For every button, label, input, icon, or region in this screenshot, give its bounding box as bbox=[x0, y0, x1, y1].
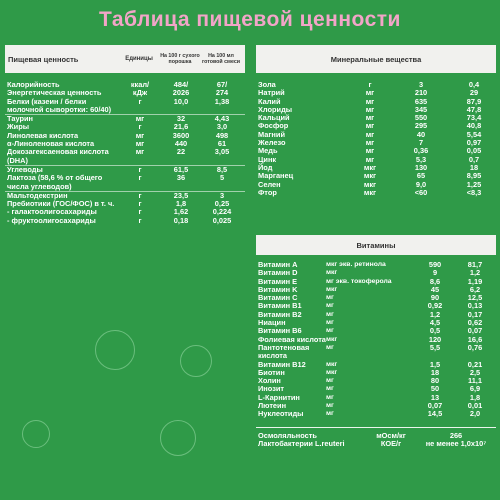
row-value-dry: 13 bbox=[430, 392, 440, 402]
row-name: Марганец bbox=[258, 171, 294, 181]
row-value-prepared: 498 bbox=[215, 130, 229, 140]
row-unit: г bbox=[138, 190, 142, 200]
row-value-dry: 14,5 bbox=[427, 409, 443, 419]
row-unit: мг bbox=[326, 393, 334, 401]
row-value-dry: 10,0 bbox=[173, 96, 189, 106]
row-unit: г bbox=[138, 215, 142, 225]
row-unit: мкг bbox=[363, 162, 377, 172]
row-value-dry: 120 bbox=[428, 334, 442, 344]
row-unit: г bbox=[138, 122, 142, 132]
row-value-prepared: 1,8 bbox=[469, 392, 481, 402]
row-value-prepared: 12,5 bbox=[467, 293, 483, 303]
header-unit: Единицы bbox=[125, 56, 153, 62]
row-unit: мг bbox=[365, 121, 375, 131]
row-name: Хлориды bbox=[258, 104, 293, 114]
table-row bbox=[256, 114, 496, 122]
row-value-dry: 18 bbox=[430, 367, 440, 377]
row-value-prepared: 29 bbox=[469, 88, 479, 98]
row-name: Цинк bbox=[258, 154, 277, 164]
row-value-dry: 7 bbox=[418, 138, 424, 148]
table-row bbox=[256, 139, 496, 147]
table-row bbox=[256, 377, 496, 385]
decorative-circle bbox=[95, 330, 135, 370]
row-value-prepared: 0,224 bbox=[212, 207, 232, 217]
row-value-prepared: 0,7 bbox=[468, 154, 480, 164]
row-unit: мкг bbox=[326, 269, 338, 277]
table-row bbox=[256, 181, 496, 189]
row-value-prepared: 8,95 bbox=[466, 171, 482, 181]
row-name: Мальтодекстрин bbox=[7, 190, 68, 200]
row-name: Витамин B6 bbox=[258, 326, 302, 336]
row-value-dry: 22 bbox=[176, 147, 186, 157]
row-name: Калий bbox=[258, 96, 281, 106]
row-unit: мг bbox=[135, 114, 145, 124]
row-value-dry: 295 bbox=[414, 121, 428, 131]
row-name: Кальций bbox=[258, 113, 290, 123]
row-name: Линолевая кислота bbox=[7, 130, 79, 140]
row-value-dry: 65 bbox=[416, 171, 426, 181]
row-value-prepared: 0,62 bbox=[467, 318, 483, 328]
minerals-rows bbox=[256, 73, 496, 197]
nutrition-rows bbox=[5, 73, 245, 225]
row-value-prepared: 0,07 bbox=[467, 326, 483, 336]
decorative-circle bbox=[180, 345, 212, 377]
row-value-prepared: 1,38 bbox=[214, 96, 230, 106]
row-name: Витамин A bbox=[258, 260, 298, 269]
row-value-dry: 23,5 bbox=[173, 190, 189, 200]
row-unit: мОсм/кг bbox=[376, 430, 406, 440]
row-value-dry: 90 bbox=[430, 293, 440, 303]
row-value-prepared: 274 bbox=[215, 88, 229, 98]
row-value-dry: 0,18 bbox=[173, 215, 189, 225]
row-value-dry: 484/ bbox=[173, 80, 189, 89]
minerals-table bbox=[256, 45, 496, 197]
table-row bbox=[256, 361, 496, 369]
header-name: Пищевая ценность bbox=[8, 54, 79, 64]
row-name: Докозагексаеновая кислота (DHA) bbox=[7, 147, 109, 165]
row-name: Углеводы bbox=[7, 164, 43, 174]
row-value-prepared: 1,2 bbox=[469, 268, 481, 278]
row-name: Биотин bbox=[258, 367, 285, 377]
row-value-prepared: 11,1 bbox=[468, 376, 482, 386]
row-value-prepared: 6,9 bbox=[469, 384, 481, 394]
row-unit: мг bbox=[326, 294, 334, 302]
row-unit: кДж bbox=[132, 88, 148, 98]
row-value-prepared: 73,4 bbox=[466, 113, 482, 123]
row-value-dry: 36 bbox=[176, 173, 186, 183]
row-unit: мг bbox=[326, 310, 334, 318]
table-row bbox=[256, 98, 496, 106]
row-value-prepared: 5 bbox=[219, 173, 225, 183]
row-name: Таурин bbox=[7, 114, 33, 124]
table-row bbox=[5, 148, 245, 165]
row-unit: г bbox=[138, 164, 142, 174]
vitamins-header bbox=[256, 235, 496, 255]
row-value-dry: 590 bbox=[428, 260, 442, 269]
row-value-dry: 635 bbox=[414, 96, 428, 106]
row-name: α-Линоленовая кислота bbox=[7, 139, 95, 149]
row-value-dry: 32 bbox=[176, 114, 186, 124]
row-name: Селен bbox=[258, 179, 281, 189]
row-name: Витамин D bbox=[258, 268, 298, 278]
table-row bbox=[256, 131, 496, 139]
row-unit: мг bbox=[365, 138, 375, 148]
row-value-prepared: 5,54 bbox=[466, 129, 482, 139]
row-value-prepared: 0,17 bbox=[467, 309, 483, 319]
row-value-dry: 0,36 bbox=[413, 146, 429, 156]
row-name: Зола bbox=[258, 80, 276, 89]
row-name: Витамин B2 bbox=[258, 309, 302, 319]
row-value-prepared: 0,13 bbox=[467, 301, 483, 311]
row-name: Йод bbox=[258, 162, 273, 172]
row-unit: мг bbox=[326, 385, 334, 393]
row-unit: мг экв. токоферола bbox=[326, 277, 392, 285]
row-unit: мг bbox=[326, 402, 334, 410]
row-value-prepared: 40,8 bbox=[466, 121, 482, 131]
row-value-dry: 1,5 bbox=[429, 359, 441, 369]
row-value-prepared: 87,9 bbox=[466, 96, 482, 106]
row-value-prepared: 3,05 bbox=[214, 147, 230, 157]
row-unit: г bbox=[138, 207, 142, 217]
row-value-dry: 3600 bbox=[172, 130, 190, 140]
row-unit: мкг bbox=[363, 187, 377, 197]
row-value-prepared: 61 bbox=[217, 139, 227, 149]
row-unit: г bbox=[138, 199, 142, 209]
row-unit: мг bbox=[326, 377, 334, 385]
row-value-prepared: 2,0 bbox=[469, 409, 481, 419]
row-value-dry: 210 bbox=[414, 88, 428, 98]
nutrition-table bbox=[5, 45, 245, 225]
row-name: Витамин B1 bbox=[258, 301, 302, 311]
row-value-dry: 8,6 bbox=[429, 276, 441, 286]
row-name: Осмоляльность bbox=[258, 430, 317, 440]
row-value-prepared: 4,43 bbox=[214, 114, 230, 124]
row-unit: мкг bbox=[326, 360, 338, 368]
row-value-prepared: <8,3 bbox=[466, 187, 482, 197]
table-row bbox=[5, 98, 245, 115]
row-value-prepared: 47,8 bbox=[466, 104, 482, 114]
row-unit: мг bbox=[135, 130, 145, 140]
row-name: Ниацин bbox=[258, 318, 286, 328]
row-value-dry: 61,5 bbox=[173, 164, 189, 174]
row-unit: мг bbox=[326, 327, 334, 335]
row-value-dry: <60 bbox=[414, 187, 428, 197]
row-value-dry: 440 bbox=[174, 139, 188, 149]
row-value-dry: 130 bbox=[414, 162, 428, 172]
table-row bbox=[256, 189, 496, 197]
table-row bbox=[256, 122, 496, 130]
row-value: 266 bbox=[449, 430, 463, 440]
row-name: Витамин B12 bbox=[258, 359, 306, 369]
row-value-dry: 0,07 bbox=[427, 401, 443, 411]
vitamins-header-label: Витамины bbox=[356, 240, 396, 250]
row-value-dry: 0,5 bbox=[429, 326, 441, 336]
row-unit: г bbox=[368, 80, 372, 89]
table-row bbox=[5, 174, 245, 191]
row-value-dry: 5,5 bbox=[429, 342, 441, 352]
row-value-dry: 4,5 bbox=[429, 318, 441, 328]
minerals-header-label: Минеральные вещества bbox=[330, 54, 422, 64]
row-unit: мг bbox=[326, 343, 334, 351]
row-value-prepared: 1,19 bbox=[467, 276, 483, 286]
row-value: не менее 1,0х10⁷ bbox=[425, 438, 487, 448]
row-value-prepared: 0,4 bbox=[468, 80, 480, 89]
row-name: Холин bbox=[258, 376, 281, 386]
row-name: Энергетическая ценность bbox=[7, 88, 102, 98]
row-value-prepared: 16,6 bbox=[467, 334, 483, 344]
row-value-dry: 50 bbox=[430, 384, 440, 394]
row-value-prepared: 67/ bbox=[216, 80, 228, 89]
row-value-dry: 40 bbox=[416, 129, 426, 139]
table-row bbox=[256, 172, 496, 180]
table-row bbox=[256, 81, 496, 89]
row-value-dry: 550 bbox=[414, 113, 428, 123]
row-name: Пантотеновая кислота bbox=[258, 342, 310, 361]
table-row bbox=[5, 217, 245, 225]
row-value-prepared: 1,25 bbox=[466, 179, 482, 189]
row-name: Калорийность bbox=[7, 80, 60, 89]
row-name: Витамин C bbox=[258, 293, 298, 303]
table-row bbox=[256, 147, 496, 155]
row-unit: мкг экв. ретинола bbox=[326, 261, 386, 268]
row-value-prepared: 8,5 bbox=[216, 164, 228, 174]
row-name: - фруктоолигосахариды bbox=[7, 215, 96, 225]
row-value-prepared: 0,76 bbox=[467, 342, 483, 352]
row-value-dry: 2026 bbox=[172, 88, 190, 98]
table-row bbox=[256, 89, 496, 97]
row-value-dry: 21,6 bbox=[173, 122, 189, 132]
row-value-prepared: 6,2 bbox=[469, 284, 481, 294]
row-unit: мкг bbox=[363, 171, 377, 181]
row-name: Фолиевая кислота bbox=[258, 334, 326, 344]
decorative-circle bbox=[160, 420, 196, 456]
row-value-dry: 345 bbox=[414, 104, 428, 114]
row-value-prepared: 0,97 bbox=[466, 138, 482, 148]
table-row bbox=[256, 156, 496, 164]
row-unit: мкг bbox=[363, 179, 377, 189]
row-name: - галактоолигосахариды bbox=[7, 207, 97, 217]
row-name: Жиры bbox=[7, 122, 30, 132]
row-name: Лютеин bbox=[258, 401, 287, 411]
row-unit: г bbox=[138, 96, 142, 106]
table-row bbox=[256, 394, 496, 402]
row-name: Лактобактерии L.reuteri bbox=[258, 438, 345, 448]
header-col1: На 100 г сухого порошка bbox=[160, 52, 200, 65]
vitamins-table bbox=[256, 235, 496, 448]
decorative-circle bbox=[22, 420, 50, 448]
table-row bbox=[256, 369, 496, 377]
row-name: Пребиотики (ГОС/ФОС) в т. ч. bbox=[7, 199, 115, 209]
row-value-prepared: 3 bbox=[219, 190, 225, 200]
row-unit: мг bbox=[365, 113, 375, 123]
page-title: Таблица пищевой ценности bbox=[99, 8, 401, 31]
row-unit: мг bbox=[365, 129, 375, 139]
row-name: Инозит bbox=[258, 384, 285, 394]
table-row bbox=[256, 410, 496, 418]
row-value-dry: 9,0 bbox=[415, 179, 427, 189]
table-row bbox=[5, 114, 245, 123]
vitamins-rows bbox=[256, 255, 496, 419]
table-row bbox=[256, 440, 496, 448]
row-name: Белки (казеин / белки молочной сыворотки: 60/40) bbox=[7, 96, 112, 114]
row-value-prepared: 0,21 bbox=[467, 359, 483, 369]
row-value-dry: 1,2 bbox=[429, 309, 441, 319]
row-value-dry: 3 bbox=[418, 80, 424, 89]
row-unit: мг bbox=[365, 146, 375, 156]
row-unit: мг bbox=[365, 96, 375, 106]
table-row bbox=[256, 344, 496, 361]
row-name: Лактоза (58,6 % от общего числа углеводов) bbox=[7, 173, 103, 191]
row-value-dry: 80 bbox=[430, 376, 440, 386]
row-value-prepared: 18 bbox=[469, 162, 479, 172]
row-unit: мкг bbox=[326, 335, 338, 343]
row-name: Витамин E bbox=[258, 276, 298, 286]
row-value-prepared: 0,025 bbox=[212, 215, 232, 225]
row-name: Медь bbox=[258, 146, 278, 156]
row-value-dry: 1,8 bbox=[175, 199, 187, 209]
row-value-prepared: 3,0 bbox=[216, 122, 228, 132]
row-unit: мг bbox=[326, 410, 334, 418]
header-col2: На 100 мл готовой смеси bbox=[201, 52, 241, 65]
row-value-dry: 45 bbox=[430, 284, 440, 294]
row-value-prepared: 0,25 bbox=[214, 199, 230, 209]
table-row bbox=[256, 311, 496, 319]
row-name: Натрий bbox=[258, 88, 285, 98]
row-value-dry: 1,62 bbox=[173, 207, 189, 217]
extra-rows bbox=[256, 427, 496, 449]
row-value-dry: 5,3 bbox=[415, 154, 427, 164]
row-unit: мг bbox=[365, 154, 375, 164]
row-value-prepared: 81,7 bbox=[467, 260, 483, 269]
row-value-prepared: 0,05 bbox=[466, 146, 482, 156]
row-unit: мг bbox=[365, 88, 375, 98]
table-row bbox=[256, 106, 496, 114]
row-unit: мг bbox=[135, 147, 145, 157]
row-unit: КОЕ/г bbox=[380, 438, 402, 448]
row-unit: мг bbox=[326, 302, 334, 310]
row-name: Фтор bbox=[258, 187, 277, 197]
row-unit: ккал/ bbox=[130, 80, 150, 89]
row-name: Нуклеотиды bbox=[258, 409, 304, 419]
row-name: L-Карнитин bbox=[258, 392, 300, 402]
row-name: Витамин K bbox=[258, 284, 298, 294]
row-value-prepared: 0,01 bbox=[467, 401, 483, 411]
row-unit: мкг bbox=[326, 285, 338, 293]
row-unit: г bbox=[138, 173, 142, 183]
row-unit: мг bbox=[326, 319, 334, 327]
row-unit: мг bbox=[135, 139, 145, 149]
row-unit: мкг bbox=[326, 368, 338, 376]
minerals-header bbox=[256, 45, 496, 73]
row-value-prepared: 2,5 bbox=[469, 367, 481, 377]
row-name: Железо bbox=[258, 138, 286, 148]
row-value-dry: 0,92 bbox=[427, 301, 443, 311]
row-value-dry: 9 bbox=[432, 268, 438, 278]
row-name: Магний bbox=[258, 129, 285, 139]
nutrition-table-header bbox=[5, 45, 245, 73]
row-unit: мг bbox=[365, 104, 375, 114]
row-name: Фосфор bbox=[258, 121, 289, 131]
